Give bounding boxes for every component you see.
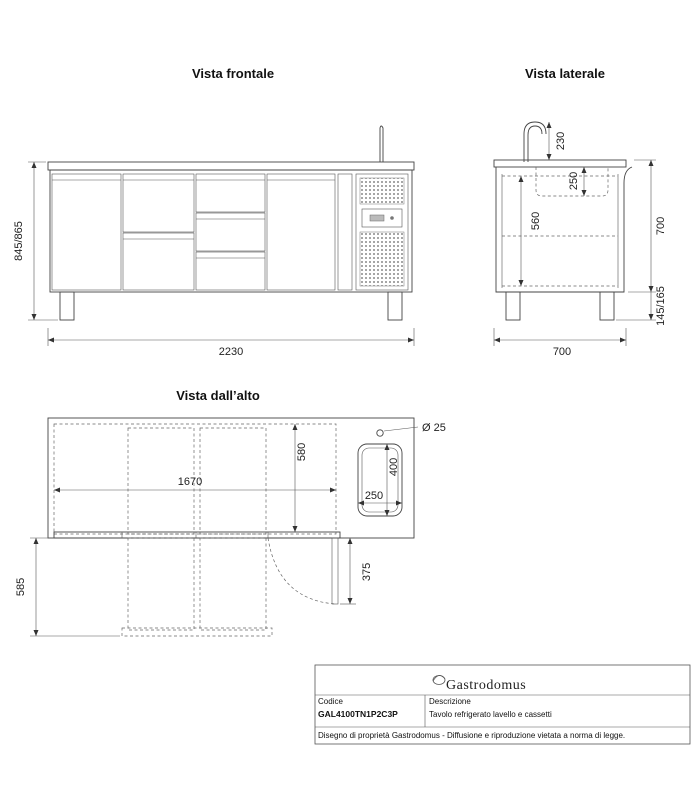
top-sink (358, 444, 402, 516)
top-door-open (332, 538, 338, 604)
side-inner-dim: 560 (530, 211, 542, 231)
title-block (315, 665, 690, 744)
side-feet-dim: 145/165 (655, 286, 667, 326)
front-view-title: Vista frontale (191, 66, 275, 81)
side-view-title: Vista laterale (525, 66, 605, 81)
top-door-swing-dim: 375 (361, 562, 373, 582)
code-value: GAL4100TN1P2C3P (318, 709, 398, 719)
top-worktop (48, 418, 414, 538)
side-sink-depth-dim: 250 (568, 171, 580, 191)
top-drawer-open-2 (200, 538, 266, 630)
front-display (370, 215, 384, 221)
front-drawer-1 (123, 174, 194, 232)
side-worktop (494, 160, 626, 167)
top-tap-hole (377, 430, 383, 436)
front-door-right (267, 174, 335, 290)
side-width-dim: 700 (552, 346, 572, 358)
top-sink-length-dim: 400 (388, 457, 400, 477)
top-door-swing (268, 538, 336, 604)
side-body (496, 167, 632, 292)
front-worktop (48, 162, 414, 170)
front-foot-left (60, 292, 74, 320)
description-value: Tavolo refrigerato lavello e cassetti (429, 710, 552, 719)
side-tap (524, 122, 546, 162)
side-view (494, 122, 667, 358)
top-inner-width-dim: 1670 (177, 476, 203, 488)
top-depth-dim: 580 (296, 442, 308, 462)
front-body (50, 170, 412, 292)
side-height-dim: 700 (655, 216, 667, 236)
top-drawer-front-open (122, 628, 272, 636)
front-door-left (52, 174, 121, 290)
side-foot-left (506, 292, 520, 320)
front-side-strip (338, 174, 352, 290)
front-tap (380, 126, 383, 162)
top-drawer-open-1 (128, 538, 194, 630)
front-height-dim: 845/865 (13, 221, 25, 261)
description-label: Descrizione (429, 697, 471, 706)
brand-name: Gastrodomus (446, 678, 527, 693)
side-tap-dim: 230 (555, 131, 567, 151)
top-drawer-dim: 585 (15, 577, 27, 597)
front-foot-right (388, 292, 402, 320)
front-view (13, 126, 414, 358)
front-width-dim: 2230 (218, 346, 244, 358)
top-sink-width-dim: 250 (364, 490, 384, 502)
front-upper-grille (360, 178, 404, 204)
front-drawer-2 (123, 233, 194, 290)
top-front-edge (54, 532, 340, 538)
ownership-notice: Disegno di proprietà Gastrodomus - Diffusione e riproduzione vietata a norma di legge. (318, 731, 626, 740)
side-foot-right (600, 292, 614, 320)
top-view (15, 418, 446, 636)
code-label: Codice (318, 697, 343, 706)
top-view-title: Vista dall’alto (176, 388, 260, 403)
top-hole-dim: Ø 25 (422, 422, 446, 434)
front-lower-grille (360, 232, 404, 286)
gastrodomus-logo (433, 675, 526, 693)
